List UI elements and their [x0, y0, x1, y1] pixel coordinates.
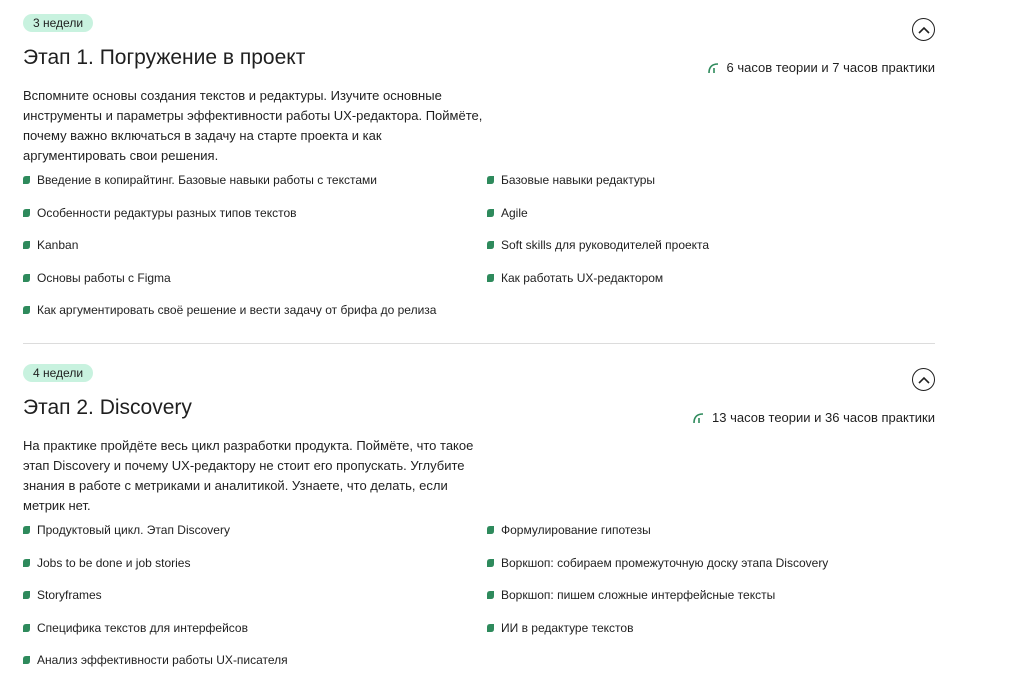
topic-label: Воркшоп: пишем сложные интерфейсные тексты — [501, 588, 776, 602]
leaf-bullet-icon — [23, 209, 30, 217]
topic-item — [23, 587, 487, 620]
topic-label: Agile — [501, 205, 528, 220]
stage-hours-text: 13 часов теории и 36 часов практики — [712, 410, 935, 425]
leaf-bullet-icon — [23, 176, 30, 184]
stage-1-section — [23, 14, 935, 317]
leaf-bullet-icon — [23, 526, 30, 534]
topic-item — [487, 555, 935, 588]
stage-description: На практике пройдёте весь цикл разработки продукта. Поймёте, что такое этап Discovery и почему UX-редактору не стоит его пропускать. Углубите знания в работе с метриками и аналитикой. Узнаете, что делать, если метрик нет. — [23, 438, 474, 513]
topic-label: Jobs to be done и job stories — [37, 555, 191, 570]
topic-label: Как аргументировать своё решение и вести задачу от брифа до релиза — [37, 303, 437, 317]
topic-item — [23, 652, 487, 685]
topic-label: Особенности редактуры разных типов текстов — [37, 205, 297, 220]
topic-item — [487, 270, 935, 303]
topic-item — [23, 555, 487, 588]
leaf-bullet-icon — [487, 591, 494, 599]
leaf-bullet-icon — [487, 559, 494, 567]
topic-item — [487, 172, 935, 205]
leaf-bullet-icon — [487, 526, 494, 534]
topic-label: Soft skills для руководителей проекта — [501, 238, 710, 252]
topic-label: Как работать UX-редактором — [501, 270, 664, 285]
leaf-bullet-icon — [487, 241, 494, 249]
stage-2-section — [23, 364, 935, 667]
topic-item — [487, 237, 935, 270]
topic-label: Kanban — [37, 238, 79, 252]
stage-duration-badge: 3 недели — [23, 14, 93, 32]
topic-label: Базовые навыки редактуры — [501, 173, 655, 187]
stage-hours — [707, 60, 935, 76]
topic-label: Основы работы с Figma — [37, 270, 171, 285]
topic-item — [23, 522, 487, 555]
topic-item — [487, 587, 935, 620]
leaf-bullet-icon — [23, 274, 30, 282]
leaf-bullet-icon — [487, 209, 494, 217]
topic-item — [23, 172, 487, 205]
leaf-bullet-icon — [23, 559, 30, 567]
stage-hours — [692, 410, 935, 426]
stage-title: Этап 2. Discovery — [23, 396, 192, 419]
topic-list — [23, 522, 935, 685]
leaf-bullet-icon — [487, 176, 494, 184]
chevron-up-icon — [918, 26, 930, 34]
stage-hours-text: 6 часов теории и 7 часов практики — [726, 60, 935, 75]
topic-label: Воркшоп: собираем промежуточную доску этапа Discovery — [501, 555, 829, 570]
leaf-bullet-icon — [487, 274, 494, 282]
topic-label: Продуктовый цикл. Этап Discovery — [37, 523, 230, 537]
topic-label: Введение в копирайтинг. Базовые навыки работы с текстами — [37, 173, 377, 187]
topic-item — [487, 205, 935, 238]
section-divider — [23, 343, 935, 344]
leaf-bullet-icon — [487, 624, 494, 632]
topic-item — [23, 620, 487, 653]
topic-label: Анализ эффективности работы UX-писателя — [37, 653, 288, 667]
collapse-button[interactable] — [912, 18, 935, 41]
topic-label: ИИ в редактуре текстов — [501, 620, 634, 635]
gauge-icon — [707, 62, 721, 74]
topic-label: Формулирование гипотезы — [501, 523, 651, 537]
topic-label: Storyframes — [37, 588, 102, 602]
collapse-button[interactable] — [912, 368, 935, 391]
topic-list — [23, 172, 935, 335]
leaf-bullet-icon — [23, 624, 30, 632]
topic-item — [487, 620, 935, 653]
gauge-icon — [692, 412, 706, 424]
leaf-bullet-icon — [23, 306, 30, 314]
topic-item — [23, 205, 487, 238]
stage-duration-badge: 4 недели — [23, 364, 93, 382]
topic-item — [23, 302, 487, 335]
leaf-bullet-icon — [23, 656, 30, 664]
topic-item — [23, 237, 487, 270]
chevron-up-icon — [918, 376, 930, 384]
topic-item — [23, 270, 487, 303]
stage-description: Вспомните основы создания текстов и редактуры. Изучите основные инструменты и параметры эффективности работы UX-редактора. Поймёте, почему важно включаться в задачу на старте проекта и как аргументировать свои решения. — [23, 88, 483, 163]
leaf-bullet-icon — [23, 591, 30, 599]
stage-title: Этап 1. Погружение в проект — [23, 46, 306, 69]
leaf-bullet-icon — [23, 241, 30, 249]
topic-label: Специфика текстов для интерфейсов — [37, 620, 248, 635]
topic-item — [487, 522, 935, 555]
